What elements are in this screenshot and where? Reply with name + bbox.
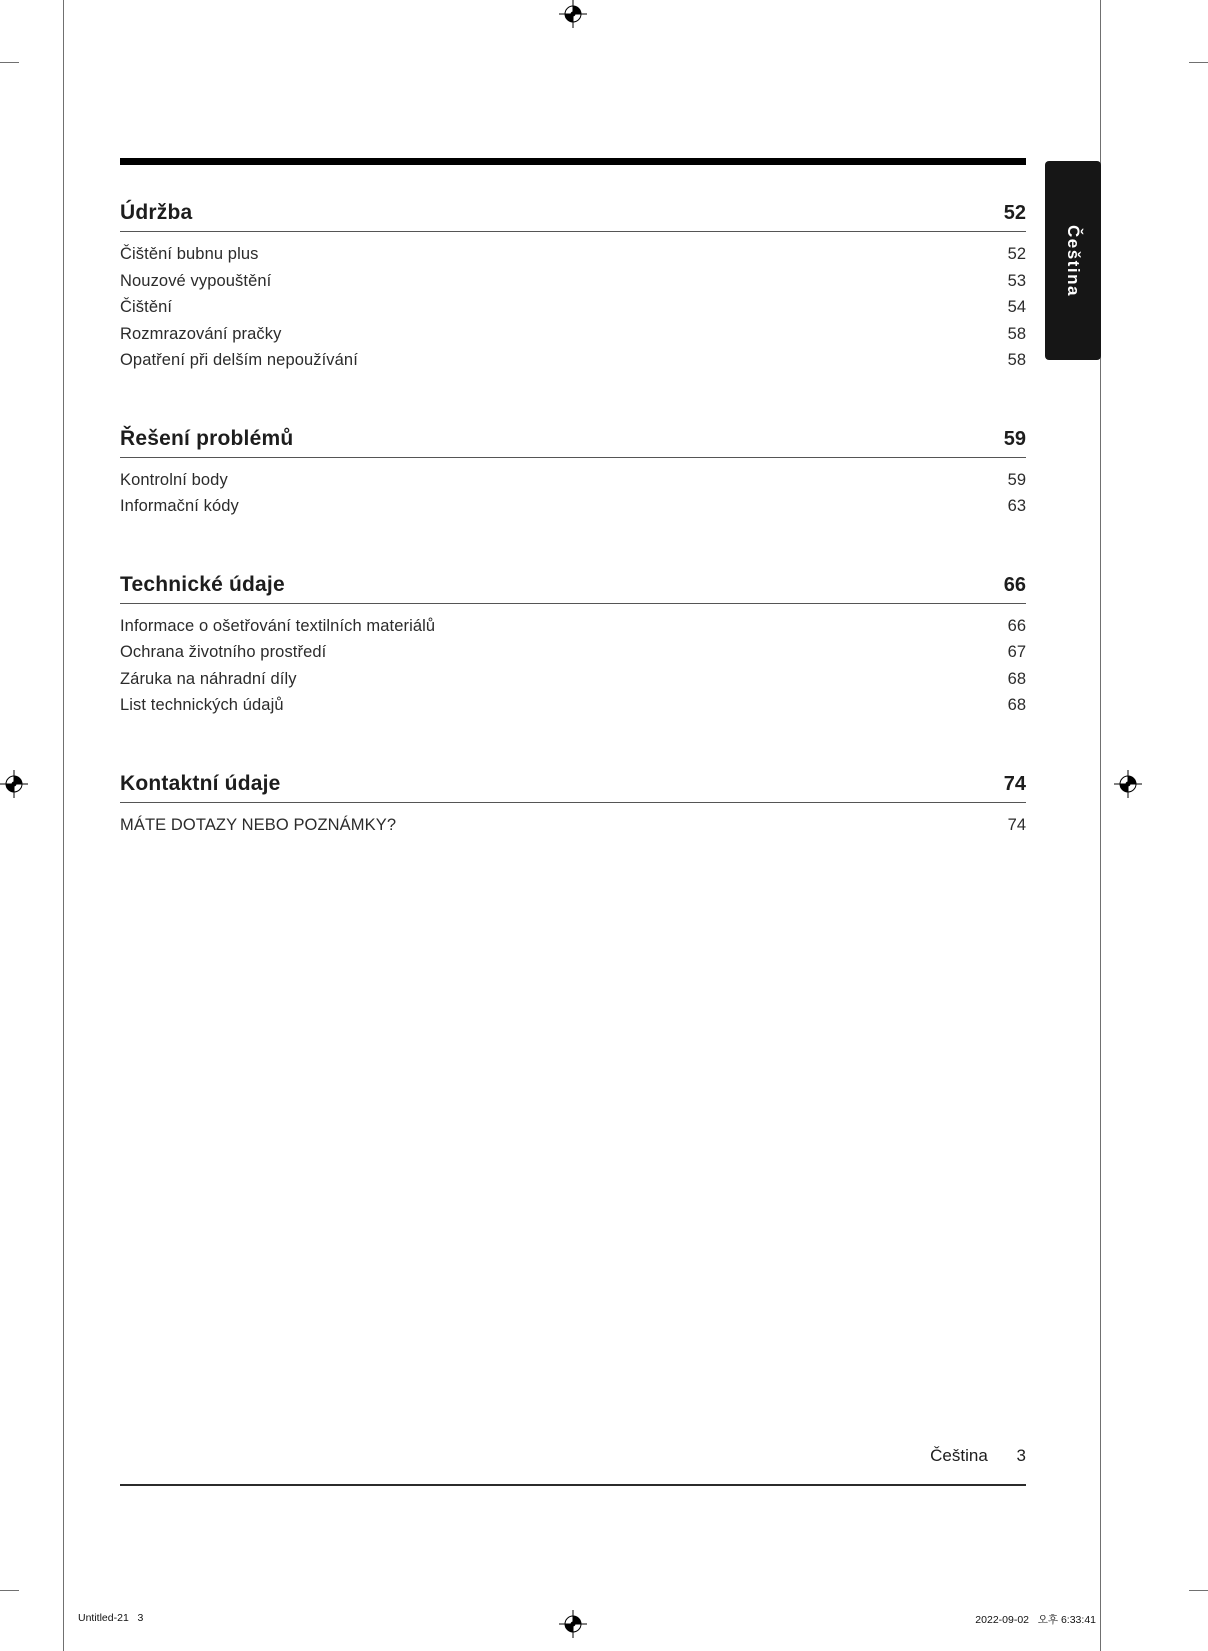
toc-section-kontaktni-udaje bbox=[120, 772, 1026, 839]
registration-mark-bottom bbox=[559, 1610, 587, 1638]
toc-entry-label: Čištění bubnu plus bbox=[120, 245, 259, 263]
section-page-number: 59 bbox=[1003, 427, 1026, 450]
toc-entry bbox=[120, 639, 1026, 666]
section-title: Řešení problémů bbox=[120, 426, 294, 450]
section-page-number: 74 bbox=[1003, 772, 1026, 795]
top-rule-bar bbox=[120, 158, 1026, 165]
section-header bbox=[120, 427, 1026, 458]
toc-entry-page: 52 bbox=[1007, 245, 1026, 263]
toc-entry-page: 63 bbox=[1007, 497, 1026, 515]
toc-entry-label: Opatření při delším nepoužívání bbox=[120, 351, 358, 369]
trim-line-left bbox=[63, 0, 64, 1651]
toc-entry bbox=[120, 321, 1026, 348]
toc-entry-page: 59 bbox=[1007, 470, 1026, 489]
section-entry-list bbox=[120, 467, 1026, 520]
section-entry-list bbox=[120, 812, 1026, 839]
toc-entry-label: MÁTE DOTAZY NEBO POZNÁMKY? bbox=[120, 815, 397, 834]
toc-entry bbox=[120, 692, 1026, 719]
toc-entry bbox=[120, 347, 1026, 374]
toc-section-udrzba bbox=[120, 201, 1026, 374]
toc-entry-page: 67 bbox=[1007, 643, 1026, 661]
toc-entry-page: 68 bbox=[1007, 669, 1026, 688]
crop-tick-bottom-left bbox=[0, 1590, 19, 1591]
toc-entry-label: Čištění bbox=[120, 298, 173, 316]
toc-content bbox=[120, 158, 1026, 838]
toc-entry bbox=[120, 294, 1026, 321]
registration-mark-right bbox=[1114, 770, 1142, 798]
page-footer bbox=[120, 1446, 1026, 1486]
toc-entry-label: Ochrana životního prostředí bbox=[120, 643, 327, 661]
language-tab-label: Čeština bbox=[1064, 224, 1083, 297]
toc-entry-page: 68 bbox=[1007, 696, 1026, 714]
slug-timestamp: 2022-09-02 오후 6:33:41 bbox=[975, 1614, 1096, 1626]
toc-entry-label: Nouzové vypouštění bbox=[120, 271, 272, 290]
toc-entry bbox=[120, 613, 1026, 640]
toc-entry-label: Rozmrazování pračky bbox=[120, 324, 282, 343]
section-page-number: 66 bbox=[1003, 573, 1026, 596]
section-header bbox=[120, 201, 1026, 232]
toc-entry bbox=[120, 268, 1026, 295]
registration-mark-left bbox=[0, 770, 28, 798]
footer-page-number: 3 bbox=[1016, 1446, 1026, 1465]
toc-entry bbox=[120, 493, 1026, 520]
crop-tick-bottom-right bbox=[1189, 1590, 1208, 1591]
slug-filename: Untitled-21 3 bbox=[78, 1612, 144, 1624]
footer-language-label: Čeština bbox=[930, 1446, 988, 1465]
registration-mark-top bbox=[559, 0, 587, 28]
toc-entry-page: 53 bbox=[1007, 271, 1026, 290]
toc-entry-label: Informace o ošetřování textilních materiálů bbox=[120, 616, 436, 635]
toc-entry-page: 58 bbox=[1007, 351, 1026, 369]
toc-entry-label: List technických údajů bbox=[120, 696, 284, 714]
toc-section-reseni-problemu bbox=[120, 427, 1026, 520]
toc-entry-page: 58 bbox=[1007, 324, 1026, 343]
toc-entry-label: Záruka na náhradní díly bbox=[120, 669, 297, 688]
section-header bbox=[120, 573, 1026, 604]
language-tab bbox=[1045, 161, 1101, 360]
crop-tick-top-right bbox=[1189, 62, 1208, 63]
toc-entry bbox=[120, 812, 1026, 839]
section-entry-list bbox=[120, 241, 1026, 374]
toc-entry bbox=[120, 241, 1026, 268]
toc-entry bbox=[120, 467, 1026, 494]
section-page-number: 52 bbox=[1003, 202, 1026, 224]
toc-entry bbox=[120, 666, 1026, 693]
toc-entry-page: 74 bbox=[1007, 815, 1026, 834]
toc-entry-label: Informační kódy bbox=[120, 497, 239, 515]
crop-tick-top-left bbox=[0, 62, 19, 63]
toc-entry-label: Kontrolní body bbox=[120, 470, 228, 489]
toc-entry-page: 54 bbox=[1007, 298, 1026, 316]
section-header bbox=[120, 772, 1026, 803]
section-entry-list bbox=[120, 613, 1026, 719]
section-title: Kontaktní údaje bbox=[120, 771, 281, 795]
section-title: Údržba bbox=[120, 201, 193, 224]
section-title: Technické údaje bbox=[120, 572, 285, 596]
toc-section-technicke-udaje bbox=[120, 573, 1026, 719]
toc-entry-page: 66 bbox=[1007, 616, 1026, 635]
